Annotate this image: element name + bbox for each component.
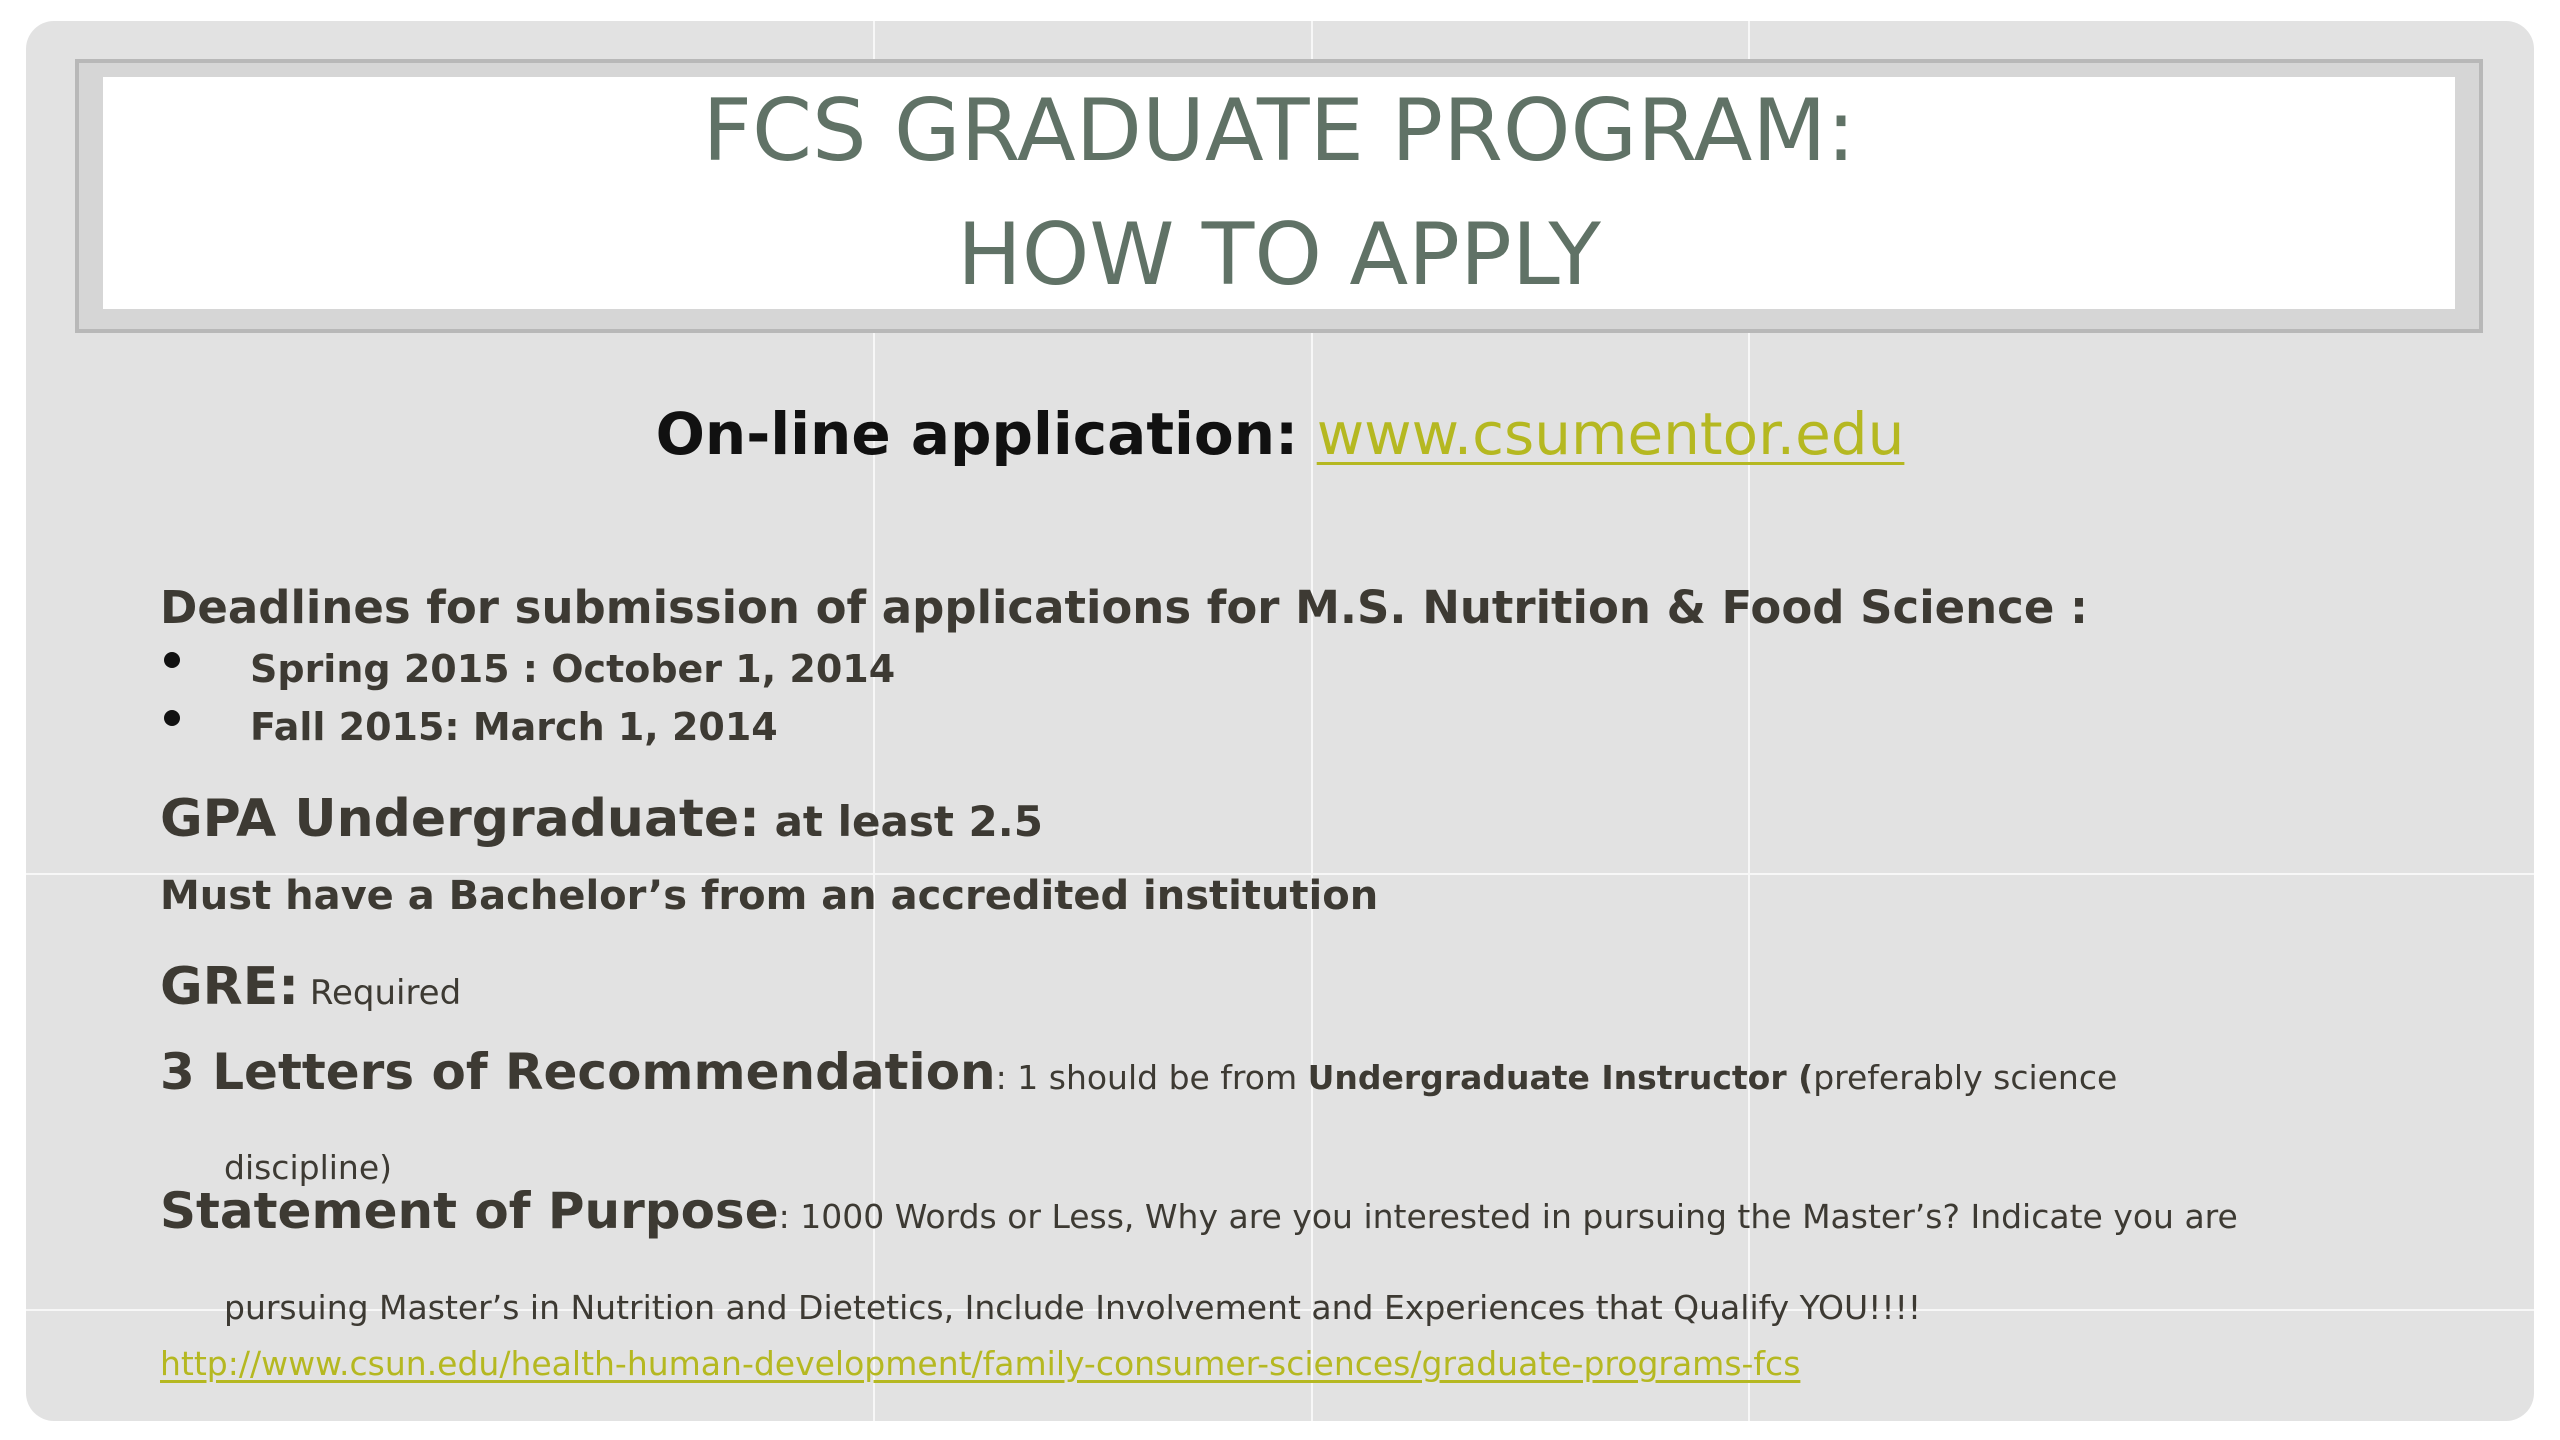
letters-emphasis: Undergraduate Instructor ( (1307, 1058, 1814, 1097)
gre-colon: : (278, 957, 300, 1017)
gpa-requirement (160, 783, 1043, 858)
letters-text: 1 should be from (1017, 1058, 1308, 1097)
csumentor-link[interactable]: www.csumentor.edu (1316, 400, 1905, 468)
slide-title-line-1: FCS GRADUATE PROGRAM: (702, 81, 1856, 181)
slide-title-line-2: HOW TO APPLY (957, 205, 1601, 305)
letters-label: 3 Letters of Recommendation (160, 1043, 996, 1101)
bullet-icon (164, 652, 180, 668)
letters-continuation: discipline) (224, 1148, 392, 1187)
online-application (26, 399, 2534, 469)
bullet-icon (164, 710, 180, 726)
title-box (103, 77, 2455, 309)
gre-requirement (160, 951, 461, 1029)
gpa-label: GPA Undergraduate (160, 789, 740, 849)
title-frame (75, 59, 2483, 333)
deadline-item-text: Fall 2015: March 1, 2014 (250, 705, 778, 749)
deadline-item-text: Spring 2015 : October 1, 2014 (250, 647, 896, 691)
deadline-item-fall (164, 699, 778, 755)
purpose-requirement (160, 1178, 2238, 1250)
purpose-colon: : (778, 1197, 801, 1236)
deadlines-heading: Deadlines for submission of applications for M.S. Nutrition & Food Science : (160, 581, 2089, 634)
gre-label: GRE (160, 957, 279, 1017)
letters-colon: : (995, 1058, 1018, 1097)
letters-requirement (160, 1039, 2117, 1111)
purpose-label: Statement of Purpose (160, 1182, 779, 1240)
gre-value: Required (299, 973, 462, 1013)
letters-text-2: preferably science (1813, 1058, 2118, 1097)
bachelor-requirement: Must have a Bachelor’s from an accredited institution (160, 873, 1379, 919)
deadline-item-spring (164, 641, 895, 697)
online-application-label: On-line application: (655, 400, 1299, 468)
gpa-colon: : (739, 789, 760, 849)
purpose-continuation: pursuing Master’s in Nutrition and Dietetics, Include Involvement and Experiences that Qualify YOU!!!! (224, 1288, 1922, 1327)
purpose-text: 1000 Words or Less, Why are you interested in pursuing the Master’s? Indicate you are (800, 1197, 2238, 1236)
csun-program-link[interactable]: http://www.csun.edu/health-human-development/family-consumer-sciences/graduate-programs-fcs (160, 1344, 1801, 1383)
slide (26, 21, 2534, 1421)
gpa-value: at least 2.5 (759, 797, 1043, 846)
